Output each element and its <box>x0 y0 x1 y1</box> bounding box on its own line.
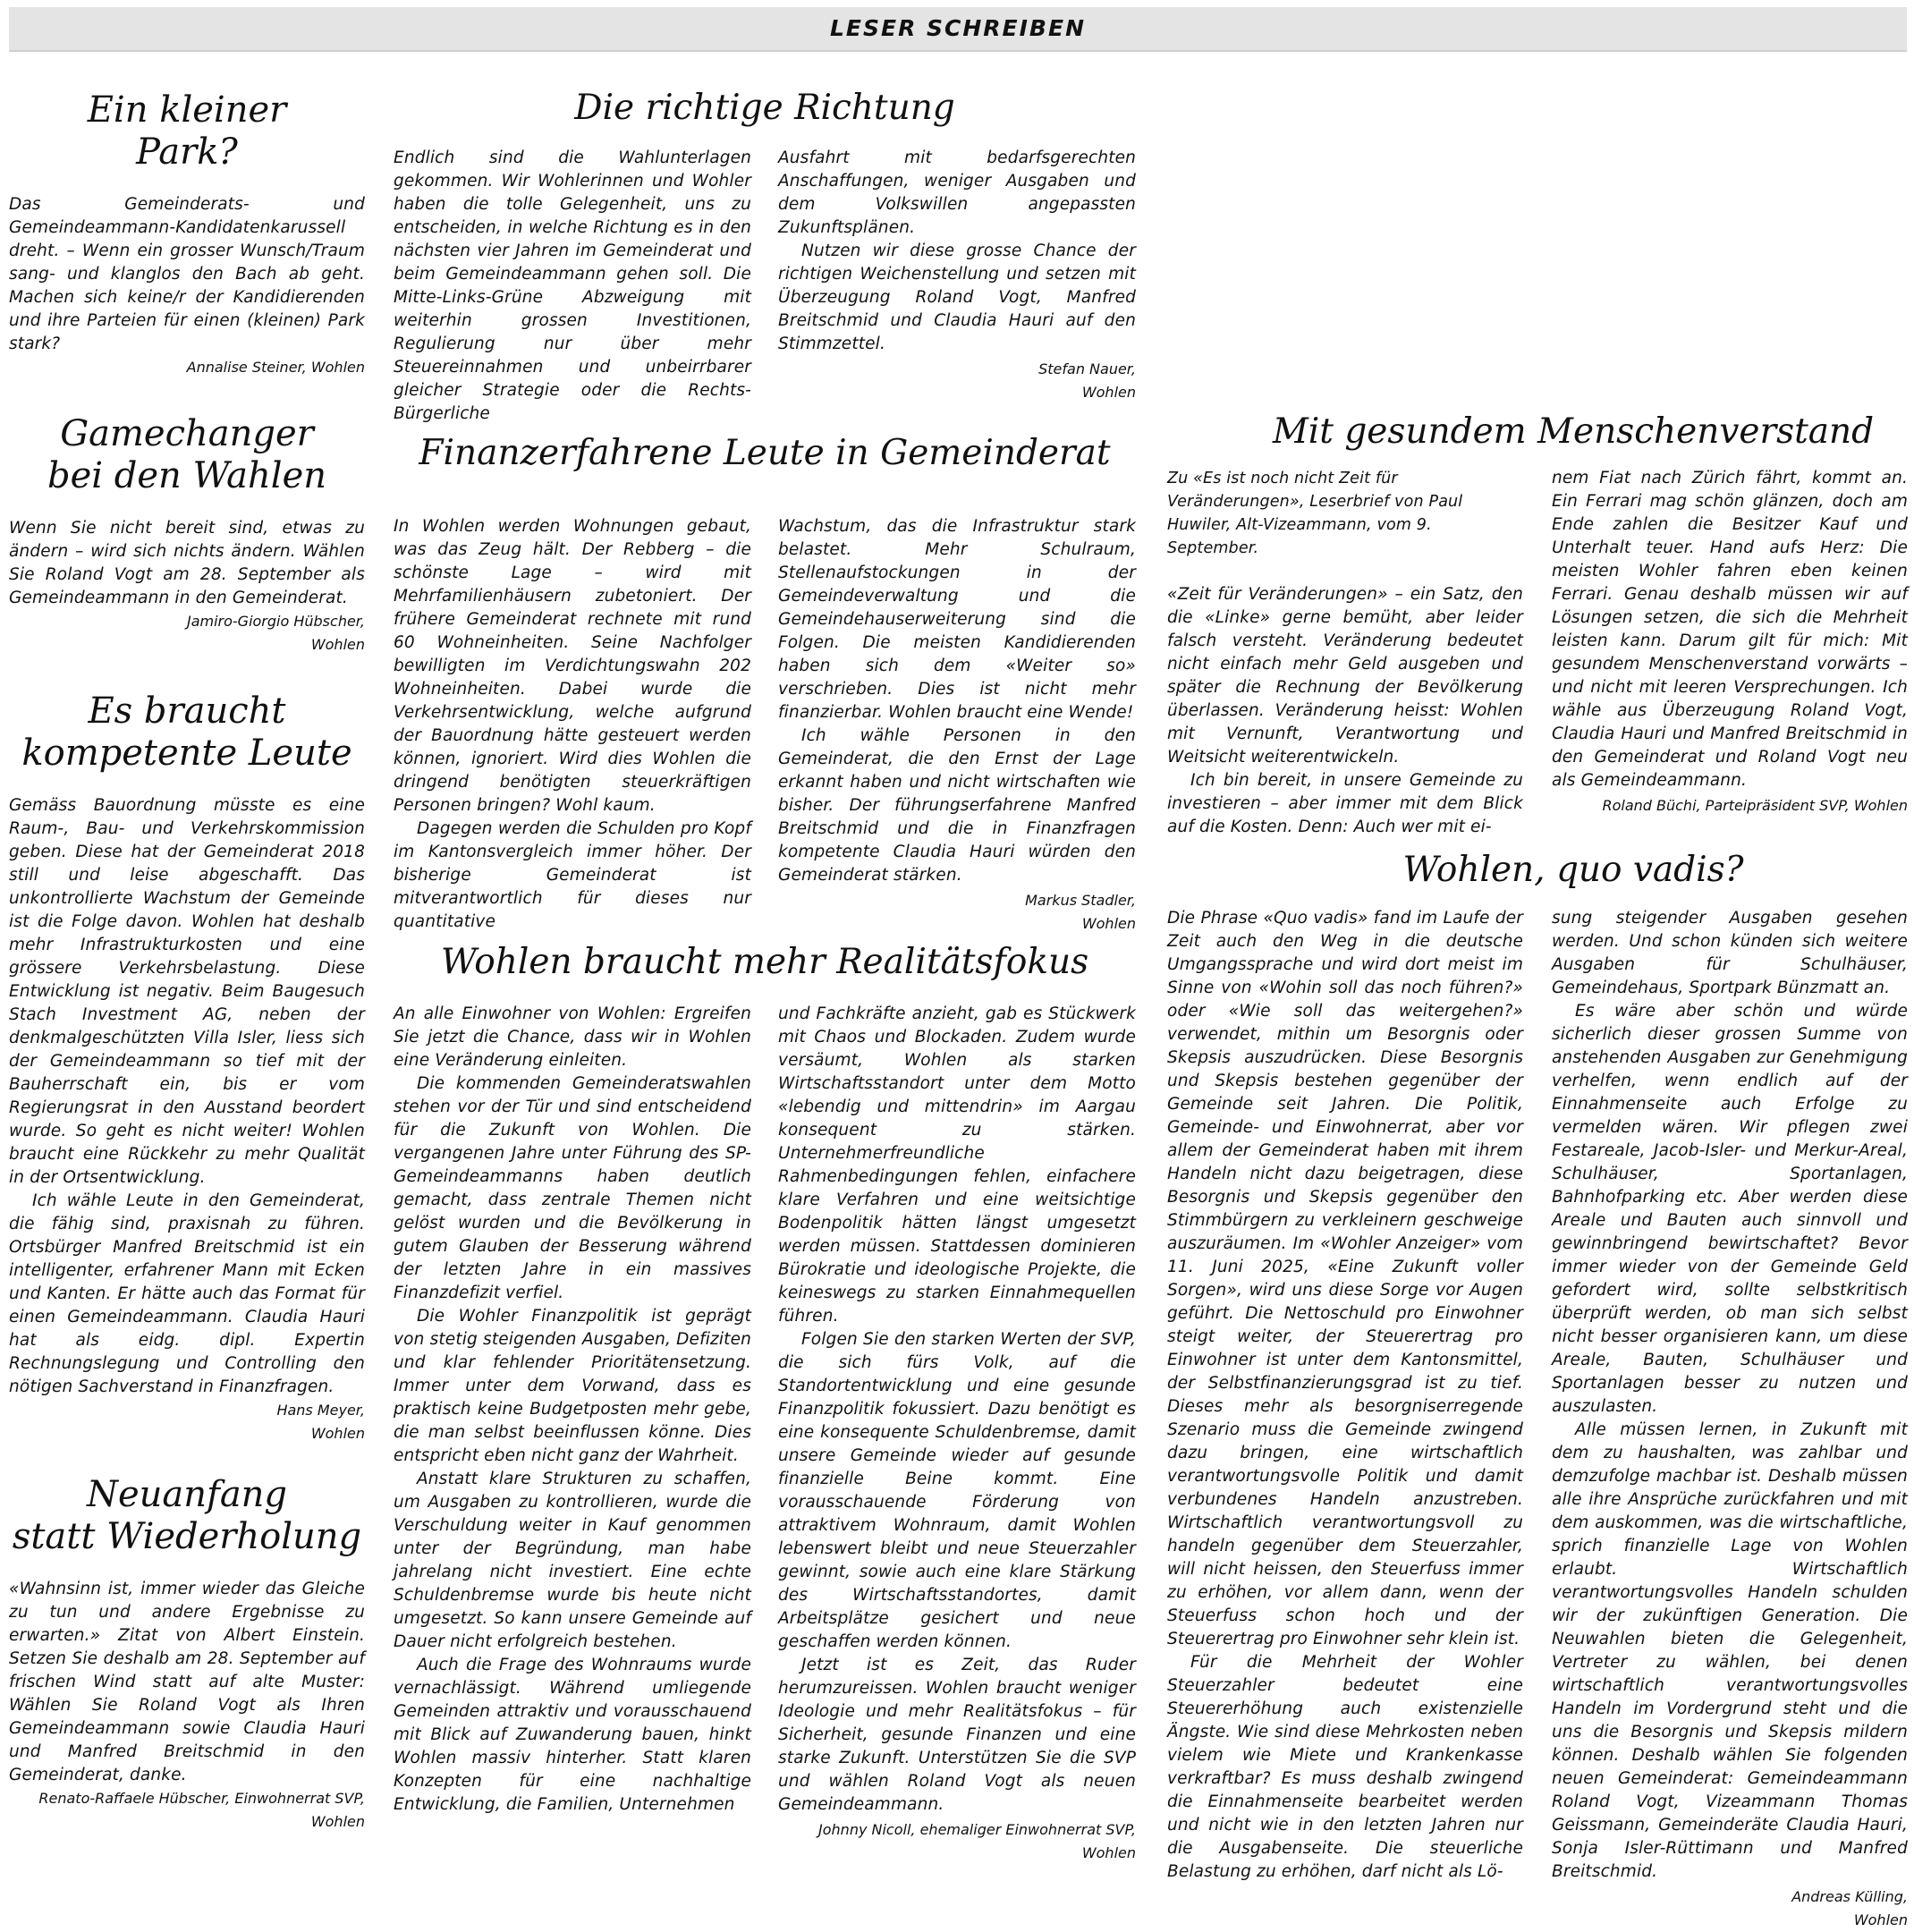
signature: Johnny Nicoll, ehemaliger Einwohnerrat SVP, Wohlen <box>818 1821 1136 1861</box>
letter-intro: Zu «Es ist noch nicht Zeit für Veränderungen», Leserbrief von Paul Huwiler, Alt-Vizeammann, vom 9. September. <box>1167 470 1463 557</box>
signature: Annalise Steiner, Wohlen <box>186 359 365 377</box>
letter-body: Nutzen wir diese grosse Chance der richtigen Weichenstellung und setzen mit Überzeugung Roland Vogt, Manfred Breitschmid und Claudia Hauri auf den Stimmzettel. <box>778 242 1136 353</box>
signature: Renato-Raffaele Hübscher, Einwohnerrat SVP, Wohlen <box>38 1790 365 1831</box>
letter-gamechanger <box>9 413 365 657</box>
headline: Finanzerfahrene Leute in Gemeinderat <box>419 433 1111 473</box>
letter-body: und Fachkräfte anzieht, gab es Stückwerk mit Chaos und Blockaden. Zudem wurde versäumt, Wohlen als starken Wirtschaftsstandort unter dem Motto «lebendig und mittendrin» im Aargau konsequent zu stärken. Unternehmerfreundliche Rahmenbedingungen fehlen, einfachere klare Verfahren und eine weitsichtige Bodenpolitik hätten längst umgesetzt werden müssen. Stattdessen dominieren Bürokratie und ideologische Projekte, die keineswegs zu starken Einnahmequellen führen. <box>778 1004 1136 1326</box>
letter-neuanfang <box>9 1474 365 1834</box>
signature: Stefan Nauer, Wohlen <box>1038 360 1136 401</box>
signature: Markus Stadler, Wohlen <box>1025 892 1136 932</box>
letter-es-braucht-kompetente-leute <box>9 691 365 1445</box>
letter-body: «Zeit für Veränderungen» – ein Satz, den die «Linke» gerne bemüht, aber leider falsch versteht. Veränderung bedeutet nicht einfach mehr Geld ausgeben und später die Rechnung der Bevölkerung überlassen. Veränderung heisst: Wohlen mit Vernunft, Verantwortung und Weitsicht weiterentwickeln. <box>1167 585 1523 767</box>
letter-body: Alle müssen lernen, in Zukunft mit dem zu haushalten, was zahlbar und demzufolge machbar ist. Deshalb müssen alle ihre Ansprüche zurückfahren und mit dem auskommen, was die wirtschaftliche, sprich finanzielle Lage von Wohlen erlaubt. Wirtschaftlich verantwortungsvolles Handeln schulden wir der zukünftigen Generation. Die Neuwahlen bieten die Gelegenheit, Vertreter zu wählen, bei denen wirtschaftlich verantwortungsvolles Handeln im Vordergrund steht und die uns die Besorgnis und Skepsis mildern können. Deshalb wählen Sie folgenden neuen Gemeinderat: Gemeindeammann Roland Vogt, Vizeammann Thomas Geissmann, Gemeinderäte Claudia Hauri, Sonja Isler-Rüttimann und Manfred Breitschmid. <box>1552 1420 1908 1881</box>
headline: Mit gesundem Menschenverstand <box>1272 411 1875 452</box>
headline: Ein kleiner Park? <box>87 89 287 174</box>
letter-ein-kleiner-park <box>9 89 365 379</box>
letter-body: sung steigender Ausgaben gesehen werden. Und schon künden sich weitere Ausgaben für Schulhäuser, Gemeindehaus, Sportpark Bünzmatt an. <box>1552 909 1908 997</box>
letter-body: Jetzt ist es Zeit, das Ruder herumzureissen. Wohlen braucht weniger Ideologie und mehr Realitätsfokus – für Sicherheit, gesunde Finanzen und eine starke Zukunft. Unterstützen Sie die SVP und wählen Roland Vogt als neuen Gemeindeammann. <box>778 1656 1136 1814</box>
letter-body: nem Fiat nach Zürich fährt, kommt an. Ein Ferrari mag schön glänzen, doch am Ende zahlen die Besitzer Kauf und Unterhalt teuer. Hand aufs Herz: Die meisten Wohler fahren eben keinen Ferrari. Genau deshalb müssen wir auf Lösungen setzen, die sich die Mehrheit leisten kann. Darum gilt für mich: Mit gesundem Menschenverstand vorwärts – und nicht mit leeren Versprechungen. Ich wähle aus Überzeugung Roland Vogt, Claudia Hauri und Manfred Breitschmid in den Gemeinderat und Roland Vogt neu als Gemeindeammann. <box>1552 469 1908 790</box>
headline: Wohlen braucht mehr Realitätsfokus <box>440 942 1089 982</box>
letter-body: Dagegen werden die Schulden pro Kopf im Kantonsvergleich immer höher. Der bisherige Gemeinderat ist mitverantwortlich für dieses nur quantitative <box>394 819 751 931</box>
letter-body: Ausfahrt mit bedarfsgerechten Anschaffungen, weniger Ausgaben und dem Volkswillen angepassten Zukunftsplänen. <box>778 148 1136 237</box>
signature: Andreas Külling, Wohlen <box>1791 1888 1908 1928</box>
letter-mit-gesundem-menschenverstand <box>1167 411 1908 836</box>
letter-realitaetsfokus <box>394 942 1136 1861</box>
letter-body: Die Wohler Finanzpolitik ist geprägt von stetig steigenden Ausgaben, Defiziten und klar fehlender Prioritätensetzung. Immer unter dem Vorwand, dass es praktisch keine Budgetposten mehr gebe, die man selbst beeinflussen könne. Dies entspricht eben nicht ganz der Wahrheit. <box>394 1307 751 1465</box>
letter-body: Wachstum, das die Infrastruktur stark belastet. Mehr Schulraum, Stellenaufstockungen in der Gemeindeverwaltung und die Gemeindehauserweiterung sind die Folgen. Die meisten Kandidierenden haben sich dem «Weiter so» verschrieben. Dies ist nicht mehr finanzierbar. Wohlen braucht eine Wende! <box>778 517 1136 722</box>
signature: Jamiro-Giorgio Hübscher, Wohlen <box>186 613 365 654</box>
letter-body: Ich bin bereit, in unsere Gemeinde zu investieren – aber immer mit dem Blick auf die Kosten. Denn: Auch wer mit ei- <box>1167 771 1523 836</box>
letter-body: Ich wähle Personen in den Gemeinderat, die den Ernst der Lage erkannt haben und nicht wirtschaften wie bisher. Der führungserfahrene Manfred Breitschmid und die in Finanzfragen kompetente Claudia Hauri würden den Gemeinderat stärken. <box>778 726 1136 885</box>
headline: Wohlen, quo vadis? <box>1402 850 1744 890</box>
letter-body: Gemäss Bauordnung müsste es eine Raum-, Bau- und Verkehrskommission geben. Diese hat der Gemeinderat 2018 still und leise abgeschafft. Das unkontrollierte Wachstum der Gemeinde ist die Folge davon. Wohlen hat deshalb mehr Infrastrukturkosten und eine grössere Verkehrsbelastung. Diese Entwicklung ist negativ. Beim Baugesuch Stach Investment AG, neben der denkmalgeschützten Villa Isler, liess sich der Gemeindeammann so tief mit der Bauherrschaft ein, bis er vom Regierungsrat in den Ausstand beordert wurde. So geht es nicht weiter! Wohlen braucht eine Rückkehr zu mehr Qualität in der Ortsentwicklung. <box>9 796 365 1188</box>
letter-body: Die kommenden Gemeinderatswahlen stehen vor der Tür und sind entscheidend für die Zukunft von Wohlen. Die vergangenen Jahre unter Führung des SP-Gemeindeammanns haben deutlich gemacht, dass zentrale Themen nicht gelöst wurden und die Bevölkerung in gutem Glauben der Besserung während der letzten Jahre in ein massives Finanzdefizit verfiel. <box>394 1074 751 1302</box>
letter-body: Ich wähle Leute in den Gemeinderat, die fähig sind, praxisnah zu führen. Ortsbürger Manfred Breitschmid ist ein intelligenter, erfahrener Mann mit Ecken und Kanten. Er hätte auch das Format für einen Gemeindeammann. Claudia Hauri hat als eidg. dipl. Expertin Rechnungslegung und Controlling den nötigen Sachverstand in Finanzfragen. <box>9 1191 365 1397</box>
letter-body: Wenn Sie nicht bereit sind, etwas zu ändern – wird sich nichts ändern. Wählen Sie Roland Vogt am 28. September als Gemeindeammann in den Gemeinderat. <box>9 519 365 608</box>
signature: Roland Büchi, Parteipräsident SVP, Wohlen <box>1602 797 1908 814</box>
letter-finanzerfahrene-leute <box>394 433 1136 932</box>
letter-body: In Wohlen werden Wohnungen gebaut, was das Zeug hält. Der Rebberg – die schönste Lage – wird mit Mehrfamilienhäusern zubetoniert. Der frühere Gemeinderat rechnete mit rund 60 Wohneinheiten. Seine Nachfolger bewilligten im Verdichtungswahn 202 Wohneinheiten. Dabei wurde die Verkehrsentwicklung, welche aufgrund der Bauordnung hätte gesteuert werden können, ignoriert. Wird dies Wohlen die dringend benötigten steuerkräftigen Personen bringen? Wohl kaum. <box>394 517 751 815</box>
letter-wohlen-quo-vadis <box>1167 850 1908 1928</box>
headline: Die richtige Richtung <box>574 88 955 128</box>
headline: Gamechanger bei den Wahlen <box>47 413 326 497</box>
letter-body: Für die Mehrheit der Wohler Steuerzahler bedeutet eine Steuererhöhung auch existenzielle Ängste. Wie sind diese Mehrkosten neben vielem wie Miete und Krankenkasse verkraftbar? Es muss deshalb zwingend die Einnahmenseite bearbeitet werden und nicht wie in den letzten Jahren nur die Ausgabenseite. Die steuerliche Belastung zu erhöhen, darf nicht als Lö- <box>1167 1653 1523 1881</box>
signature: Hans Meyer, Wohlen <box>276 1402 365 1443</box>
letter-body: Endlich sind die Wahlunterlagen gekommen. Wir Wohlerinnen und Wohler haben die tolle Gelegenheit, uns zu entscheiden, in welche Richtung es in den nächsten vier Jahren im Gemeinderat und beim Gemeindeammann gehen soll. Die Mitte-Links-Grüne Abzweigung mit weiterhin grossen Investitionen, Regulierung nur über mehr Steuereinnahmen und unbeirrbarer gleicher Strategie oder die Rechts-Bürgerliche <box>394 148 751 423</box>
headline: Es braucht kompetente Leute <box>21 691 352 775</box>
headline: Neuanfang statt Wiederholung <box>12 1474 362 1558</box>
letter-body: Auch die Frage des Wohnraums wurde vernachlässigt. Während umliegende Gemeinden attraktiv und vorausschauend mit Blick auf Zuwanderung bauen, hinkt Wohlen massiv hinterher. Statt klaren Konzepten für eine nachhaltige Entwicklung, die Familien, Unternehmen <box>394 1656 751 1814</box>
letter-die-richtige-richtung <box>394 88 1136 423</box>
letter-body: Anstatt klare Strukturen zu schaffen, um Ausgaben zu kontrollieren, wurde die Verschuldung weiter in Kauf genommen unter der Begründung, man habe jahrelang nicht investiert. Eine echte Schuldenbremse wurde bis heute nicht umgesetzt. So kann unsere Gemeinde auf Dauer nicht erfolgreich bestehen. <box>394 1470 751 1651</box>
letter-body: Die Phrase «Quo vadis» fand im Laufe der Zeit auch den Weg in die deutsche Umgangssprache und wird dort meist im Sinne von «Wohin soll das noch führen?» oder «Wie soll das weitergehen?» verwendet, mithin um Besorgnis oder Skepsis auszudrücken. Diese Besorgnis und Skepsis bestehen gegenüber der Gemeinde seit Jahren. Die Politik, Gemeinde- und Einwohnerrat, aber vor allem der Gemeinderat haben mit ihrem Handeln nicht dazu beigetragen, diese Besorgnis und Skepsis gegenüber den Stimmbürgern zu verkleinern geschweige auszuräumen. Im «Wohler Anzeiger» vom 11. Juni 2025, «Eine Zukunft voller Sorgen», wird uns diese Sorge vor Augen geführt. Die Nettoschuld pro Einwohner steigt weiter, der Steuerertrag pro Einwohner ist unter dem Kantonsmittel, der Selbstfinanzierungsgrad ist zu tief. Dieses mehr als besorgniserregende Szenario muss die Gemeinde zwingend dazu bringen, eine wirtschaftlich verantwortungsvolle Politik und damit verbundenes Handeln anzustreben. Wirtschaftlich verantwortungsvoll zu handeln gegenüber dem Steuerzahler, will nicht heissen, den Steuerfuss immer zu erhöhen, vor allem dann, wenn der Steuerfuss schon hoch und der Steuerertrag pro Einwohner sehr klein ist. <box>1167 909 1523 1648</box>
letter-body: An alle Einwohner von Wohlen: Ergreifen Sie jetzt die Chance, dass wir in Wohlen eine Veränderung einleiten. <box>394 1004 751 1070</box>
letter-body: Das Gemeinderats- und Gemeindeammann-Kandidatenkarussell dreht. – Wenn ein grosser Wunsch/Traum sang- und klanglos den Bach ab geht. Machen sich keine/r der Kandidierenden und ihre Parteien für einen (kleinen) Park stark? <box>9 195 365 354</box>
letter-body: Es wäre aber schön und würde sicherlich dieser grossen Summe von anstehenden Ausgaben zur Genehmigung verhelfen, wenn endlich auf der Einnahmenseite auch Erfolge zu vermelden wären. Wir pflegen zwei Festareale, Jacob-Isler- und Merkur-Areal, Schulhäuser, Sportanlagen, Bahnhofparking etc. Aber werden diese Areale und Bauten auch sinnvoll und gewinnbringend bewirtschaftet? Bevor immer wieder von der Gemeinde Geld gefordert wird, sollte selbstkritisch überprüft werden, ob man sich selbst nicht besser organisieren kann, um diese Areale, Bauten, Schulhäuser und Sportanlagen besser zu nutzen und auszulasten. <box>1552 1002 1908 1416</box>
letter-body: «Wahnsinn ist, immer wieder das Gleiche zu tun und andere Ergebnisse zu erwarten.» Zitat von Albert Einstein. Setzen Sie deshalb am 28. September auf frischen Wind statt auf alte Muster: Wählen Sie Roland Vogt als Ihren Gemeindeammann sowie Claudia Hauri und Manfred Breitschmid in den Gemeinderat, danke. <box>9 1580 365 1785</box>
letter-body: Folgen Sie den starken Werten der SVP, die sich fürs Volk, auf die Standortentwicklung und eine gesunde Finanzpolitik fokussiert. Dazu benötigt es eine konsequente Schuldenbremse, damit unsere Gemeinde wieder auf gesunde finanzielle Beine kommt. Eine vorausschauende Förderung von attraktivem Wohnraum, damit Wohlen lebenswert bleibt und neue Steuerzahler gewinnt, sowie auch eine klare Stärkung des Wirtschaftsstandortes, damit Arbeitsplätze gesichert und neue geschaffen werden können. <box>778 1330 1136 1651</box>
section-header <box>9 7 1907 52</box>
section-title: LESER SCHREIBEN <box>829 15 1086 41</box>
